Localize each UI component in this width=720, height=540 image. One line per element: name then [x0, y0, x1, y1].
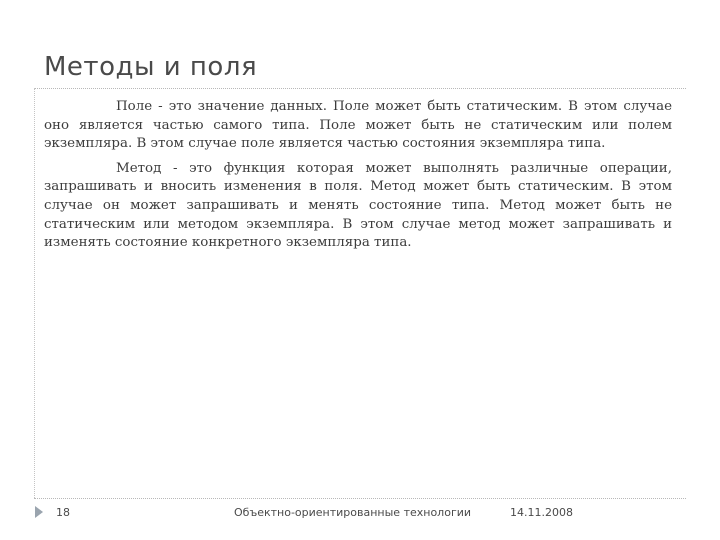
paragraph-field: Поле - это значение данных. Поле может быть статическим. В этом случае оно является частью самого типа. Поле может быть не статическим или полем экземпляра. В этом случае поле является частью состояния экземпляра типа.	[44, 99, 672, 152]
triangle-marker-icon	[35, 506, 43, 518]
left-divider	[34, 88, 35, 498]
page-number: 18	[56, 506, 70, 519]
slide-date: 14.11.2008	[510, 506, 573, 519]
title-divider	[34, 88, 686, 89]
slide-body	[44, 98, 672, 259]
footer-divider	[34, 498, 686, 499]
course-name: Объектно-ориентированные технологии	[234, 506, 472, 519]
paragraph-method: Метод - это функция которая может выполнять различные операции, запрашивать и вносить изменения в поля. Метод может быть статическим. В этом случае он может запрашивать и менять состояние типа. Метод может быть не статическим или методом экземпляра. В этом случае метод может запрашивать и изменять состояние конкретного экземпляра типа.	[44, 160, 672, 251]
slide-title: Методы и поля	[44, 52, 258, 82]
